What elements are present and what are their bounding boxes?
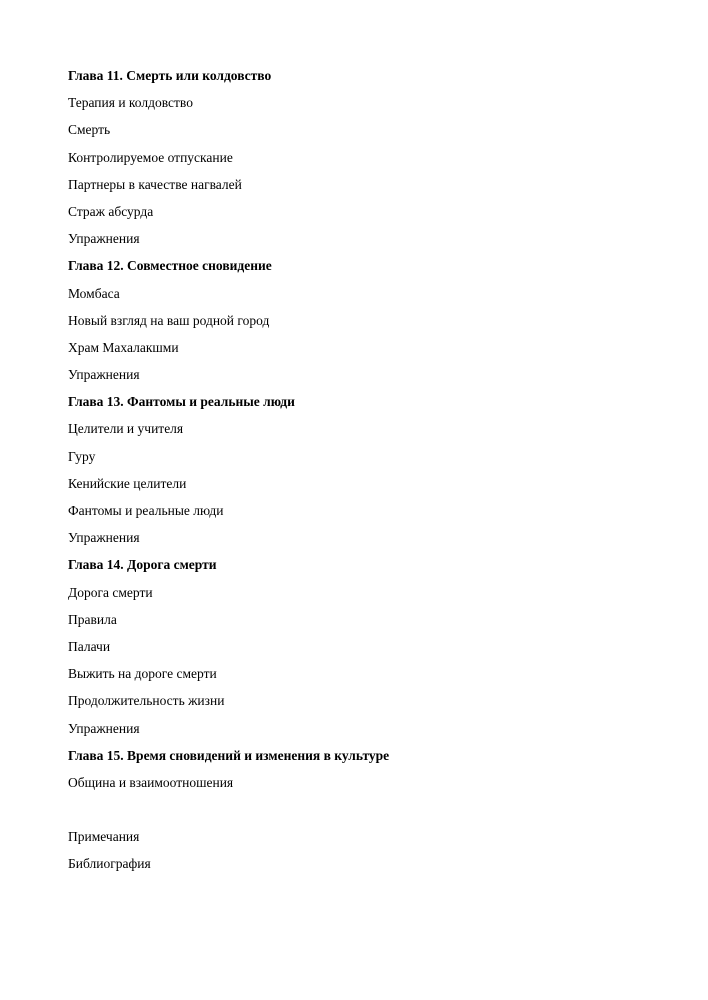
toc-entry: Выжить на дороге смерти [68, 666, 217, 682]
toc-entry: Упражнения [68, 367, 140, 383]
toc-entry: Контролируемое отпускание [68, 149, 233, 165]
toc-entry: Библиография [68, 856, 151, 872]
toc-entry: Страж абсурда [68, 203, 154, 219]
toc-entry: Гуру [68, 448, 96, 464]
toc-entry: Терапия и колдовство [68, 95, 193, 111]
toc-entry: Партнеры в качестве нагвалей [68, 176, 242, 192]
toc-entry: Продолжительность жизни [68, 693, 225, 709]
toc-entry: Новый взгляд на ваш родной город [68, 312, 270, 328]
table-of-contents [68, 66, 668, 882]
chapter-heading: Глава 12. Совместное сновидение [68, 258, 272, 274]
chapter-heading: Глава 14. Дорога смерти [68, 557, 217, 573]
toc-entry: Упражнения [68, 231, 140, 247]
toc-entry: Храм Махалакшми [68, 339, 179, 355]
chapter-heading: Глава 13. Фантомы и реальные люди [68, 394, 295, 410]
toc-entry: Дорога смерти [68, 584, 153, 600]
toc-entry: Упражнения [68, 720, 140, 736]
toc-entry: Упражнения [68, 530, 140, 546]
chapter-heading: Глава 11. Смерть или колдовство [68, 68, 272, 83]
blank-line [68, 800, 668, 827]
chapter-heading: Глава 15. Время сновидений и изменения в культуре [68, 747, 390, 763]
toc-entry: Момбаса [68, 285, 120, 301]
toc-entry: Фантомы и реальные люди [68, 503, 224, 518]
toc-entry: Смерть [68, 122, 111, 138]
toc-entry: Кенийские целители [68, 475, 187, 491]
toc-entry: Община и взаимоотношения [68, 774, 234, 790]
toc-entry: Правила [68, 611, 117, 627]
toc-entry: Целители и учителя [68, 421, 184, 437]
toc-entry: Примечания [68, 829, 140, 845]
toc-entry: Палачи [68, 638, 111, 654]
